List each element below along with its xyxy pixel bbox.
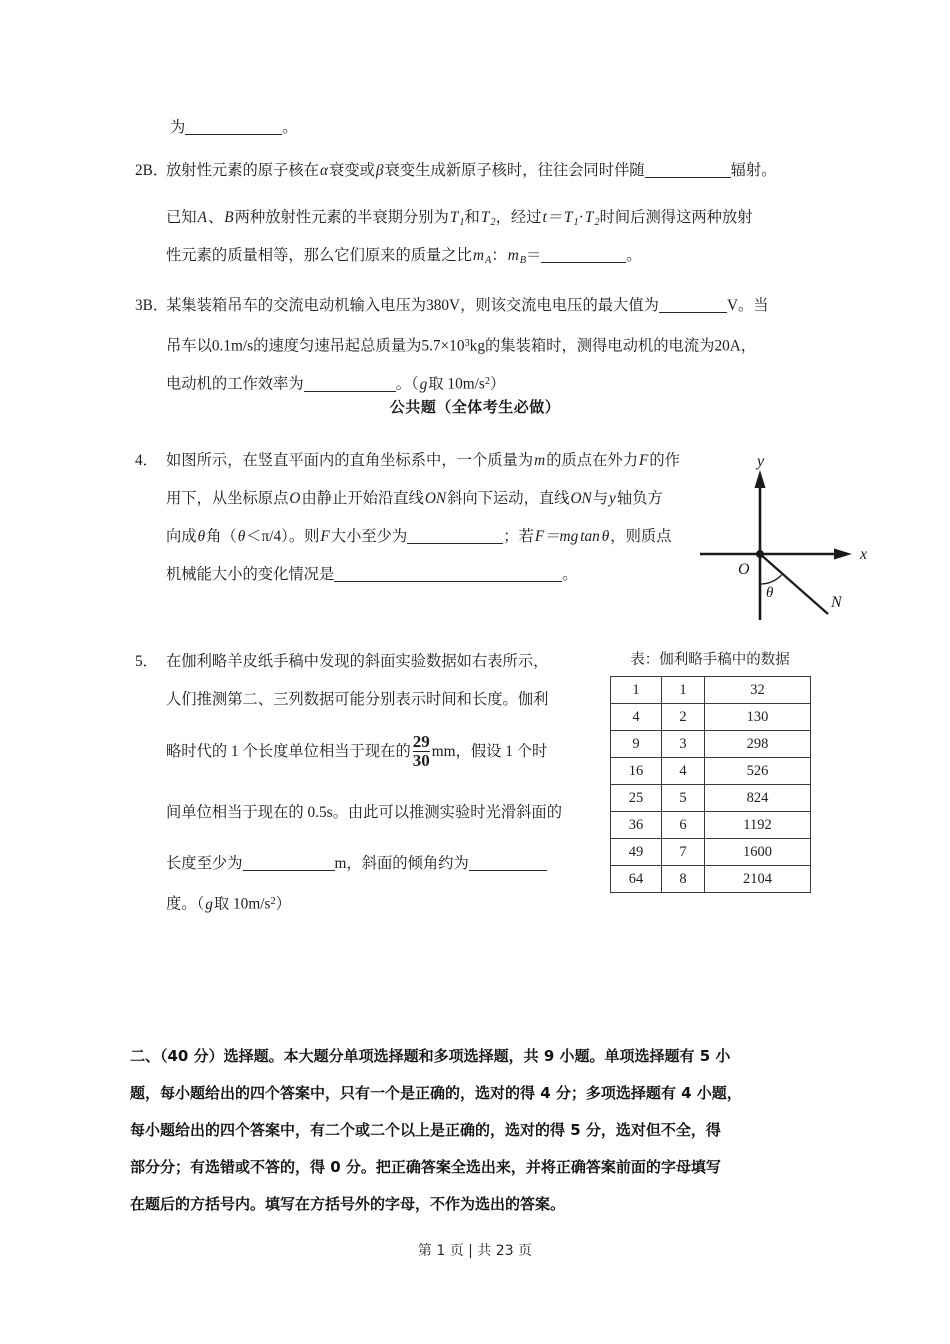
- page-footer: 第 1 页 | 共 23 页: [417, 1243, 533, 1259]
- q3b-l2-d: ，: [740, 337, 757, 355]
- q3b-l3-a: 电动机的工作效率为: [166, 375, 304, 393]
- q3b-l3-c: 取 10m/s: [428, 375, 485, 393]
- question-5-line-6: [135, 878, 291, 928]
- table-cell: 4: [611, 704, 662, 731]
- question-5-line-2: [135, 676, 548, 723]
- q4-l3-c: ＜π/4）。则: [246, 528, 320, 545]
- q4-l4-b: 。: [562, 566, 578, 583]
- table-cell: 824: [705, 785, 811, 812]
- q5-l5-b: m，斜面的倾角约为: [334, 855, 469, 872]
- q5-l4: 间单位相当于现在的 0.5s。由此可以推测实验时光滑斜面的: [166, 804, 563, 821]
- q4-l3-d: 大小至少为: [330, 528, 408, 545]
- q4-l4-a: 机械能大小的变化情况是: [166, 566, 335, 583]
- q3b-l2-c: 的集装箱时，测得电动机的电流为: [484, 337, 715, 355]
- q2b-l2-b: 、: [207, 209, 224, 226]
- part-two-line-2: 题，每小题给出的四个答案中，只有一个是正确的，选对的得 4 分；多项选择题有 4 小题，: [130, 1084, 742, 1102]
- table-cell: 1600: [705, 839, 811, 866]
- table-row: [611, 731, 811, 758]
- q3b-l3-b: 。（: [395, 375, 419, 393]
- answer-blank[interactable]: [407, 530, 503, 544]
- table-row: [611, 704, 811, 731]
- gravity-symbol: g: [419, 375, 428, 393]
- origin-symbol: O: [289, 490, 301, 507]
- q1-suffix: 。: [282, 119, 298, 136]
- t1-symbol: T: [449, 209, 459, 226]
- mass-exponent: 3: [464, 338, 470, 349]
- q2b-l2-d: 和: [464, 209, 480, 226]
- table-cell: 64: [611, 866, 662, 893]
- theta-symbol: θ: [197, 528, 206, 545]
- q3b-l1-a: 某集装箱吊车的交流电动机输入电压为: [166, 297, 427, 314]
- line-on-symbol-2: ON: [570, 490, 592, 507]
- q4-l1-a: 如图所示，在竖直平面内的直角坐标系中，一个质量为: [166, 452, 534, 469]
- table-row: [611, 839, 811, 866]
- part-two-line-4: 部分分；有选错或不答的，得 0 分。把正确答案全选出来，并将正确答案前面的字母填写: [130, 1158, 721, 1176]
- beta-symbol: β: [375, 162, 384, 179]
- mass-b-subscript: B: [519, 254, 527, 266]
- theta-label: θ: [766, 585, 774, 601]
- current-value: 20A: [714, 337, 741, 355]
- unit-exponent: 2: [270, 896, 276, 907]
- force-symbol-2: F: [320, 528, 330, 545]
- q4-l2-a: 用下，从坐标原点: [166, 490, 289, 507]
- question-5-line-3: [135, 722, 547, 782]
- table-cell: 6: [662, 812, 705, 839]
- q3b-l2-b: 的速度匀速吊起总质量为: [253, 337, 422, 355]
- q2b-text-d: 辐射。: [730, 162, 777, 179]
- q2b-text-b: 衰变或: [329, 162, 375, 179]
- table-cell: 49: [611, 839, 662, 866]
- q5-l6-c: ）: [275, 895, 291, 913]
- q4-l2-e: 轴负方: [616, 490, 663, 507]
- q4-l2-b: 由静止开始沿直线: [301, 490, 424, 507]
- x-axis-arrow: [834, 549, 852, 560]
- table-cell: 32: [705, 677, 811, 704]
- answer-blank[interactable]: [243, 857, 335, 871]
- table-cell: 5: [662, 785, 705, 812]
- force-equation: F＝mg: [534, 528, 579, 545]
- table-cell: 36: [611, 812, 662, 839]
- speed-value: 0.1m/s: [211, 337, 254, 355]
- q5-l5-a: 长度至少为: [166, 855, 243, 872]
- n-point-label: N: [831, 594, 842, 611]
- table-cell: 3: [662, 731, 705, 758]
- angle-arc: [760, 575, 782, 584]
- answer-blank[interactable]: [659, 299, 727, 313]
- q4-l2-c: 斜向下运动，直线: [447, 490, 570, 507]
- q4-l3-a: 向成: [166, 528, 197, 545]
- q5-l6-b: 取 10m/s: [213, 895, 271, 913]
- question-4-number: 4．: [135, 452, 158, 469]
- theta-symbol-3: θ: [601, 528, 610, 545]
- t-equals: t＝: [542, 209, 563, 226]
- q5-l3-a: 略时代的 1 个长度单位相当于现在的: [166, 743, 411, 760]
- q5-l3-b: mm，假设 1 个时: [431, 743, 548, 760]
- question-2b-line-2: 已知A、B两种放射性元素的半衰期分别为$T_1$和$T_2$，经过$t= T_1\cdot T_2$时间后测得这两种放射: [166, 209, 753, 228]
- question-2b-line-1: [135, 147, 777, 194]
- q1-prefix: 为: [170, 119, 186, 136]
- mass-symbol: m: [534, 452, 546, 469]
- t2-symbol-2: T: [584, 209, 594, 226]
- q3b-l1-b: ，则该交流电电压的最大值为: [460, 297, 659, 314]
- table-cell: 298: [705, 731, 811, 758]
- q2b-text-a: 放射性元素的原子核在: [166, 162, 319, 179]
- part-two-line-5: 在题后的方括号内。填写在方括号外的字母，不作为选出的答案。: [130, 1195, 566, 1213]
- figure-4-svg: [700, 452, 875, 622]
- q2b-l2-a: 已知: [166, 209, 197, 226]
- theta-symbol-2: θ: [237, 528, 246, 545]
- table-cell: 7: [662, 839, 705, 866]
- t1-symbol-2: T: [564, 209, 573, 226]
- fraction-numerator: 29: [412, 732, 430, 752]
- line-on: [760, 554, 828, 614]
- q4-l3-b: 角（: [206, 528, 237, 545]
- table-cell: 16: [611, 758, 662, 785]
- table-row: [611, 785, 811, 812]
- tan-function: tan: [580, 528, 600, 545]
- galileo-data-table: [610, 676, 811, 893]
- table-row: [611, 758, 811, 785]
- y-axis-arrow: [755, 470, 766, 488]
- q5-l1: 在伽利略羊皮纸手稿中发现的斜面实验数据如右表所示，: [166, 653, 549, 670]
- table-cell: 2104: [705, 866, 811, 893]
- table-cell: 2: [662, 704, 705, 731]
- gravity-symbol: g: [205, 895, 213, 913]
- mass-a-subscript: A: [485, 254, 492, 266]
- question-2b-line-3: [135, 232, 642, 284]
- answer-blank[interactable]: [334, 568, 562, 582]
- part-two-line-1: 二、（40 分）选择题。本大题分单项选择题和多项选择题，共 9 小题。单项选择题有 5 小: [130, 1047, 731, 1065]
- answer-blank[interactable]: [645, 164, 731, 178]
- equals-sign: ＝: [526, 247, 542, 264]
- force-symbol: F: [639, 452, 649, 469]
- t2-subscript-2: 2: [594, 216, 600, 228]
- table-cell: 526: [705, 758, 811, 785]
- x-axis-label: x: [860, 546, 868, 563]
- table-cell: 25: [611, 785, 662, 812]
- question-4-line-4: [135, 551, 578, 598]
- q2b-l2-f: 时间后测得这两种放射: [599, 209, 753, 226]
- q4-l2-d: 与: [592, 490, 609, 507]
- t1-subscript: 1: [459, 216, 465, 228]
- answer-blank[interactable]: [185, 121, 282, 135]
- element-b-symbol: B: [224, 209, 234, 226]
- ratio-colon: ：: [491, 247, 507, 264]
- unit-exponent: 2: [484, 376, 491, 387]
- part-two-instructions: [130, 1038, 840, 1223]
- table-cell: 1192: [705, 812, 811, 839]
- question-5-number: 5．: [135, 653, 158, 670]
- fraction-denominator: 30: [412, 750, 430, 770]
- answer-blank[interactable]: [541, 249, 626, 263]
- q4-l3-f: ，则质点: [610, 528, 672, 545]
- q2b-l3-b: 。: [626, 247, 642, 264]
- q3b-l3-d: ）: [490, 375, 506, 393]
- q2b-l3-a: 性元素的质量相等，那么它们原来的质量之比: [166, 247, 472, 264]
- input-voltage-value: 380V: [426, 297, 461, 314]
- q4-l1-c: 的作: [649, 452, 680, 469]
- mass-unit: kg: [469, 337, 485, 355]
- y-axis-symbol: y: [609, 490, 616, 507]
- table-row: [611, 677, 811, 704]
- table-caption: 表：伽利略手稿中的数据: [630, 652, 790, 668]
- y-axis-label: y: [757, 453, 765, 470]
- mass-symbol-b: m: [507, 247, 519, 264]
- table-cell: 9: [611, 731, 662, 758]
- mass-symbol-a: m: [472, 247, 485, 264]
- fraction-29-30: [413, 733, 430, 769]
- table-cell: 1: [611, 677, 662, 704]
- table-row: [611, 812, 811, 839]
- question-1-tail: [170, 104, 298, 151]
- mass-value: 5.7×10: [421, 337, 465, 355]
- question-2b-number: 2B．: [135, 162, 169, 179]
- q2b-l2-c: 两种放射性元素的半衰期分别为: [234, 209, 449, 226]
- t1-subscript-2: 1: [573, 216, 579, 228]
- q5-l6-a: 度。（: [166, 895, 205, 913]
- answer-blank[interactable]: [469, 857, 547, 871]
- q3b-l2-a: 吊车以: [166, 337, 212, 355]
- origin-label: O: [738, 561, 750, 578]
- answer-blank[interactable]: [304, 378, 396, 392]
- part-two-line-3: 每小题给出的四个答案中，有二个或二个以上是正确的，选对的得 5 分，选对但不全，得: [130, 1121, 721, 1139]
- q4-l1-b: 的质点在外力: [546, 452, 638, 469]
- q5-l2: 人们推测第二、三列数据可能分别表示时间和长度。伽利: [166, 691, 549, 708]
- table-cell: 4: [662, 758, 705, 785]
- q4-l3-e: ；若: [503, 528, 534, 545]
- t2-symbol: T: [480, 209, 490, 226]
- galileo-data-table-wrapper: [610, 648, 810, 893]
- t2-subscript: 2: [490, 216, 496, 228]
- q3b-l1-unit: V。当: [726, 297, 769, 314]
- table-cell: 130: [705, 704, 811, 731]
- line-on-symbol: ON: [424, 490, 447, 507]
- alpha-symbol: α: [319, 162, 329, 179]
- question-3b-number: 3B．: [135, 297, 169, 314]
- coordinate-system-figure: [700, 452, 875, 622]
- table-body: [611, 677, 811, 893]
- table-cell: 8: [662, 866, 705, 893]
- section-heading-public: 公共题（全体考生必做）: [389, 398, 561, 416]
- element-a-symbol: A: [197, 209, 207, 226]
- table-cell: 1: [662, 677, 705, 704]
- table-row: [611, 866, 811, 893]
- q2b-l2-e: ，经过: [495, 209, 542, 226]
- question-5-line-4: [135, 789, 562, 836]
- q2b-text-c: 衰变生成新原子核时，往往会同时伴随: [384, 162, 645, 179]
